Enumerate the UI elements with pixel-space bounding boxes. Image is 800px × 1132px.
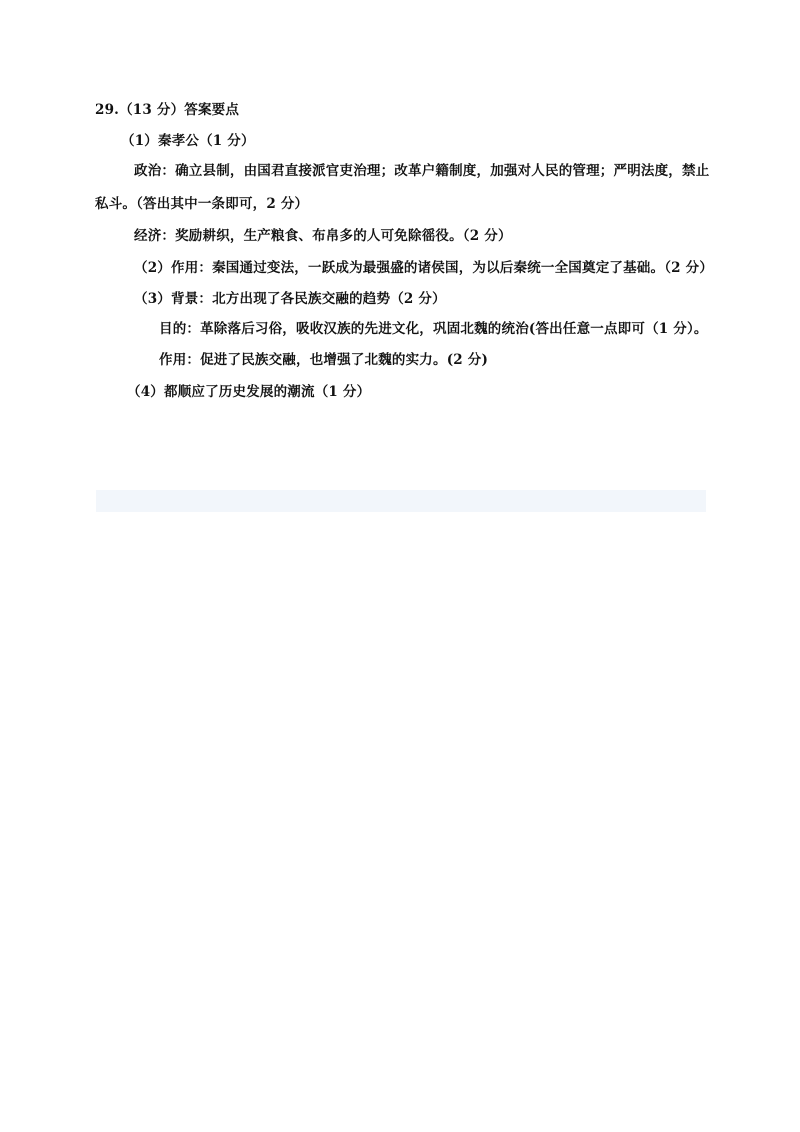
- politics-answer-line-2: 私斗。（答出其中一条即可，2 分）: [95, 196, 309, 212]
- part-4-answer: （4）都顺应了历史发展的潮流（1 分）: [127, 384, 371, 400]
- part-1-answer: （1）秦孝公（1 分）: [121, 133, 255, 149]
- politics-answer-line-1: 政治：确立县制，由国君直接派官吏治理；改革户籍制度，加强对人民的管理；严明法度，禁止: [134, 163, 710, 179]
- part-2-answer: （2）作用：秦国通过变法，一跃成为最强盛的诸侯国，为以后秦统一全国奠定了基础。（2 分）: [134, 260, 714, 276]
- part-3-background: （3）背景：北方出现了各民族交融的趋势（2 分）: [134, 291, 446, 307]
- shaded-band: [96, 490, 706, 512]
- economy-answer: 经济：奖励耕织，生产粮食、布帛多的人可免除徭役。（2 分）: [134, 228, 512, 244]
- part-3-effect: 作用：促进了民族交融，也增强了北魏的实力。(2 分): [159, 352, 489, 368]
- question-heading: 29.（13 分）答案要点: [95, 102, 240, 118]
- part-3-purpose: 目的：革除落后习俗，吸收汉族的先进文化，巩固北魏的统治(答出任意一点即可（1 分）。: [159, 321, 708, 337]
